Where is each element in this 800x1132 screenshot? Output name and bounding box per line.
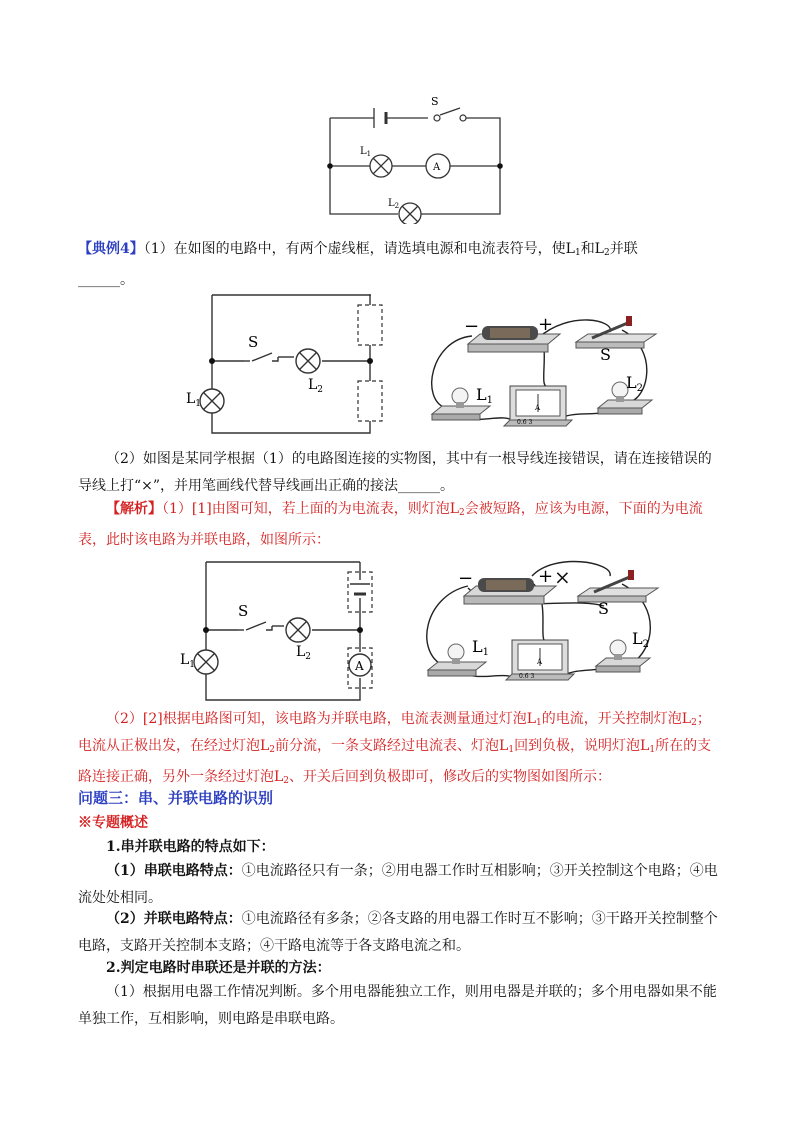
svg-text:0.6 3: 0.6 3 — [517, 419, 533, 426]
circuit-schematic-answer — [178, 552, 388, 712]
ammeter-symbol — [426, 154, 450, 178]
switch-label: S — [431, 95, 439, 108]
junction-dot — [367, 358, 373, 364]
switch-contact — [460, 115, 466, 121]
lamp-l2-label: L2 — [626, 373, 643, 394]
plus-terminal-label: + — [538, 566, 554, 587]
ammeter-image — [506, 640, 574, 680]
lamp-l1-label: L1 — [476, 385, 493, 406]
switch-image — [578, 570, 658, 602]
lamp-l2-label: $L_2$ — [296, 644, 312, 662]
svg-text:A: A — [433, 162, 441, 173]
lamp-l1-label: $L_1$ — [360, 146, 372, 158]
lamp-l2-label: $L_2$ — [308, 377, 324, 395]
switch-label: S — [600, 345, 611, 364]
switch-label: S — [238, 602, 249, 620]
svg-text:0.6 3: 0.6 3 — [519, 673, 535, 680]
physical-circuit-answer — [414, 556, 670, 716]
circuit-schematic-question — [184, 285, 394, 445]
switch-symbol — [244, 353, 278, 361]
lamp-l1-label: L1 — [472, 637, 489, 658]
ammeter-image — [504, 386, 572, 426]
junction-dot — [203, 627, 209, 633]
ammeter-symbol-answer — [349, 654, 371, 676]
dashed-box-bottom — [358, 381, 382, 421]
junction-dot — [327, 163, 333, 169]
svg-text:A: A — [537, 658, 543, 666]
method-paragraph: （1）根据用电器工作情况判断。多个用电器能独立工作，则用电器是并联的；多个用电器如果不能 单独工作，互相影响，则电路是串联电路。 — [78, 984, 717, 1027]
overview-heading: ※专题概述 — [78, 815, 148, 831]
wrong-wire-cross: × — [554, 565, 571, 589]
circuit-diagram-top — [318, 92, 514, 224]
minus-terminal-label: − — [464, 316, 480, 337]
example4-question1: 【典例4】（1）在如图的电路中，有两个虚线框，请选填电源和电流表符号，使$L_1$和$L_2$并联 ______。 — [78, 241, 638, 288]
svg-text:A: A — [535, 404, 541, 412]
lamp-l2-label: $L_2$ — [388, 198, 400, 210]
analysis-part2-cont: 电流从正极出发，在经过灯泡$L_2$前分流，一条支路经过电流表、灯泡$L_1$回到负极，说明灯泡$L_1$所在的支 路连接正确，另外一条经过灯泡$L_2$、开关后回到负极即可，修改后的实物图如图所示： — [78, 738, 712, 786]
battery-symbol-answer — [350, 584, 370, 594]
section-title: 问题三：串、并联电路的识别 — [78, 789, 274, 807]
heading-method: 2.判定电路时串联还是并联的方法： — [106, 960, 331, 976]
switch-contact — [434, 115, 440, 121]
minus-terminal-label: − — [458, 568, 474, 589]
lamp-l1-label: $L_1$ — [186, 391, 202, 409]
lamp-l2-symbol — [296, 349, 320, 373]
series-characteristics: （1）串联电路特点：①电流路径只有一条；②用电器工作时互相影响；③开关控制这个电路；④电 流处处相同。 — [78, 863, 718, 906]
junction-dot — [497, 163, 503, 169]
lamp-l1-symbol — [370, 155, 392, 177]
switch-label: S — [598, 599, 609, 618]
lamp-l1-label: $L_1$ — [180, 652, 196, 670]
example4-question2: （2）如图是某同学根据（1）的电路图连接的实物图，其中有一根导线连接错误，请在连接错误的 导线上打“×”，并用笔画线代替导线画出正确的接法______。 — [78, 451, 712, 494]
switch-label: S — [248, 333, 259, 351]
analysis-part2: （2）[2]根据电路图可知，该电路为并联电路，电流表测量通过灯泡$L_1$的电流，开关控制灯泡$L_2$； — [106, 711, 711, 728]
lamp-l2-symbol — [286, 618, 310, 642]
junction-dot — [209, 358, 215, 364]
physical-circuit-question — [420, 290, 670, 450]
example-tag: 【典例4】 — [78, 241, 144, 257]
battery-symbol — [374, 108, 386, 128]
parallel-characteristics: （2）并联电路特点：①电流路径有多条；②各支路的用电器工作时互不影响；③干路开关控制整个 电路，支路开关控制本支路；④干路电流等于各支路电流之和。 — [78, 911, 718, 954]
svg-text:A: A — [355, 659, 364, 673]
dashed-box-top — [358, 305, 382, 345]
lamp-l2-label: L2 — [632, 629, 649, 650]
plus-terminal-label: + — [538, 314, 554, 335]
lamp-l2-symbol — [399, 203, 421, 224]
analysis-part1: 【解析】（1）[1]由图可知，若上面的为电流表，则灯泡$L_2$会被短路，应该为电源，下面的为电流 表，此时该电路为并联电路，如图所示： — [78, 501, 703, 548]
lamp-l1-symbol — [200, 389, 224, 413]
switch-image — [576, 316, 656, 348]
lamp-l1-symbol — [194, 650, 218, 674]
switch-symbol — [238, 622, 272, 630]
junction-dot — [357, 627, 363, 633]
analysis-tag: 【解析】 — [106, 501, 162, 517]
heading-characteristics: 1.串并联电路的特点如下： — [106, 839, 275, 855]
